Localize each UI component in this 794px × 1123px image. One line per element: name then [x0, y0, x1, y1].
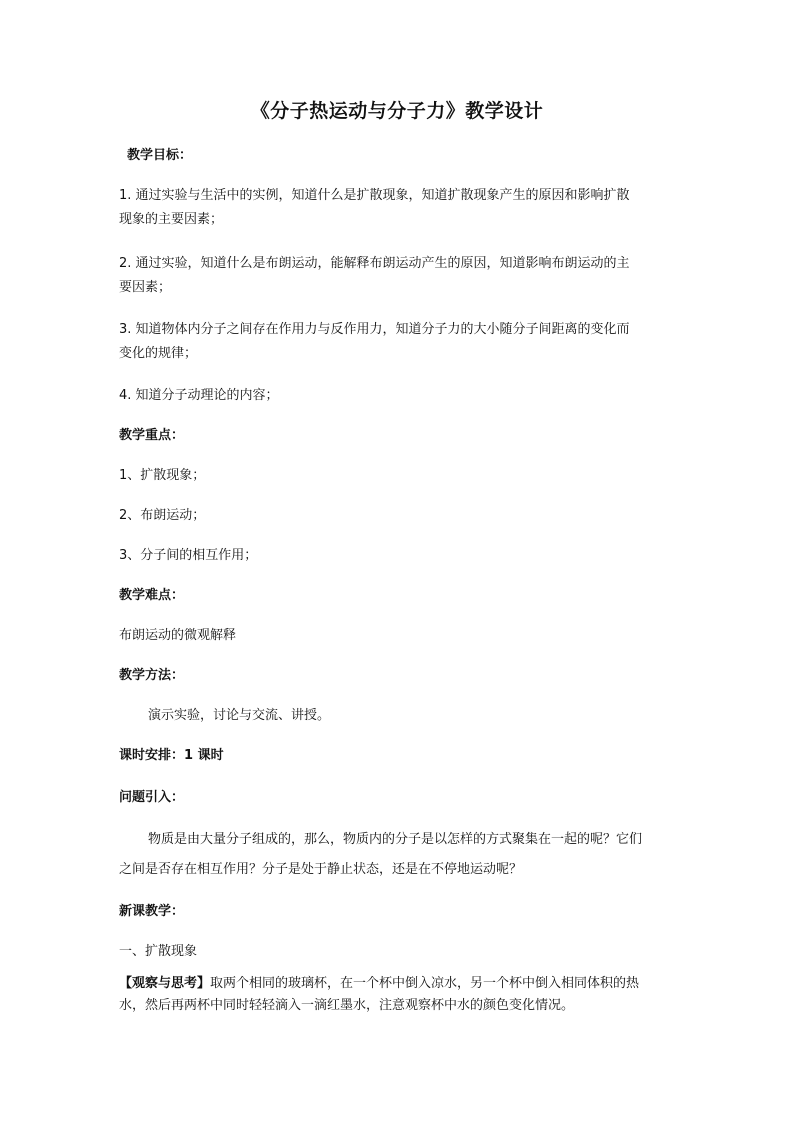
observe-line1: [119, 974, 679, 994]
objective-3-line2: 变化的规律；: [119, 346, 198, 361]
intro-line1: 物质是由大量分子组成的，那么，物质内的分子是以怎样的方式聚集在一起的呢？它们: [148, 832, 643, 847]
intro-heading: 问题引入：: [119, 790, 185, 805]
schedule-text: 课时安排：1 课时: [119, 748, 224, 763]
key-point-1: 1、扩散现象；: [119, 468, 206, 483]
difficulty-text: 布朗运动的微观解释: [119, 628, 237, 643]
key-point-2: 2、布朗运动；: [119, 508, 206, 523]
new-lesson-heading: 新课教学：: [119, 904, 185, 919]
section-1-heading: 一、扩散现象: [119, 944, 198, 959]
objective-3-line1: 3. 知道物体内分子之间存在作用力与反作用力，知道分子力的大小随分子间距离的变化而: [119, 322, 630, 337]
methods-heading: 教学方法：: [119, 668, 185, 683]
key-points-heading: 教学重点：: [119, 428, 185, 443]
key-point-3: 3、分子间的相互作用；: [119, 548, 258, 563]
intro-line2: 之间是否存在相互作用？分子是处于静止状态，还是在不停地运动呢？: [119, 862, 523, 877]
objective-2-line2: 要因素；: [119, 280, 172, 295]
observe-tag: 【观察与思考】: [119, 976, 211, 991]
observe-line2: 水，然后再两杯中同时轻轻滴入一滴红墨水，注意观察杯中水的颜色变化情况。: [119, 998, 575, 1013]
observe-text-line1: 取两个相同的玻璃杯，在一个杯中倒入凉水，另一个杯中倒入相同体积的热: [210, 976, 640, 991]
objective-1-line1: 1. 通过实验与生活中的实例，知道什么是扩散现象，知道扩散现象产生的原因和影响扩散: [119, 188, 630, 203]
objective-1-line2: 现象的主要因素；: [119, 212, 224, 227]
objective-4-line1: 4. 知道分子动理论的内容；: [119, 388, 279, 403]
difficulty-heading: 教学难点：: [119, 588, 185, 603]
objectives-heading: 教学目标：: [127, 148, 193, 163]
document-title: 《分子热运动与分子力》教学设计: [250, 100, 544, 122]
objective-2-line1: 2. 通过实验，知道什么是布朗运动，能解释布朗运动产生的原因，知道影响布朗运动的主: [119, 256, 630, 271]
methods-text: 演示实验，讨论与交流、讲授。: [148, 708, 331, 723]
